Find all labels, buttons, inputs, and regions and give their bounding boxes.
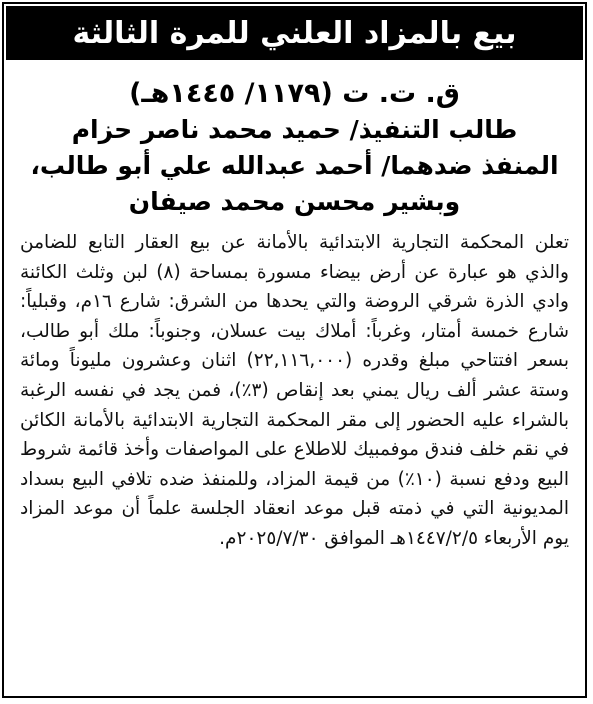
- notice-title: بيع بالمزاد العلني للمرة الثالثة: [72, 15, 517, 51]
- case-number: ق. ت. ت (١١٧٩/ ١٤٤٥هـ): [129, 78, 460, 109]
- notice-body: [4, 228, 585, 554]
- enforced-against-line-2: وبشير محسن محمد صيفان: [128, 187, 461, 216]
- auction-notice: [2, 2, 587, 698]
- notice-title-banner: [6, 6, 583, 60]
- enforcement-requester: طالب التنفيذ/ حميد محمد ناصر حزام: [71, 115, 518, 144]
- enforced-against-line-1: المنفذ ضدهما/ أحمد عبدالله علي أبو طالب،: [30, 151, 559, 180]
- notice-body-paragraph: تعلن المحكمة التجارية الابتدائية بالأمانة عن بيع العقار التابع للضامن والذي هو عبارة عن أرض بيضاء مسورة بمساحة (٨) لبن وثلث الكائنة وادي الذرة شرقي الروضة والتي يحدها من الشرق: شارع ١٦م، وقبلياً: شارع خمسة أمتار، وغرباً: أملاك بيت عسلان، وجنوباً: ملك أبو طالب، بسعر افتتاحي مبلغ وقدره (٢٢,١١٦,٠٠٠) اثنان وعشرون مليوناً ومائة وستة عشر ألف ريال يمني بعد إنقاص (٣٪)، فمن يجد في نفسه الرغبة بالشراء عليه الحضور إلى مقر المحكمة التجارية الابتدائية بالأمانة الكائن في نقم خلف فندق موفمبيك للاطلاع على المواصفات وأخذ قائمة شروط البيع ودفع نسبة (١٠٪) من قيمة المزاد، وللمنفذ ضده تلافي البيع بسداد المديونية التي في ذمته قبل موعد انعقاد الجلسة علماً أن موعد المزاد يوم الأربعاء ١٤٤٧/٢/٥هـ الموافق ٢٠٢٥/٧/٣٠م.: [20, 232, 570, 549]
